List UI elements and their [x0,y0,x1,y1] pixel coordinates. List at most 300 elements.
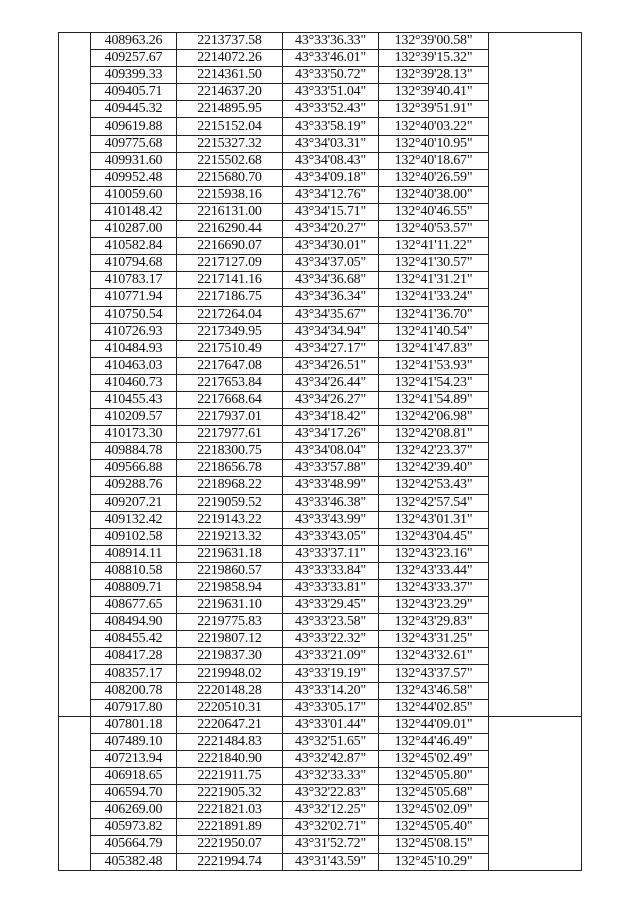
y-coordinate-cell: 2219631.18 [177,545,283,562]
x-coordinate-cell: 409884.78 [91,443,177,460]
y-coordinate-cell: 2221821.03 [177,802,283,819]
latitude-cell: 43°34'26.51" [283,357,379,374]
y-coordinate-cell: 2219631.10 [177,597,283,614]
x-coordinate-cell: 408417.28 [91,648,177,665]
notes-cell [489,562,582,579]
longitude-cell: 132°40'26.59" [379,169,489,186]
latitude-cell: 43°34'35.67" [283,306,379,323]
x-coordinate-cell: 405973.82 [91,819,177,836]
group-label-cell [59,135,91,152]
latitude-cell: 43°32'22.83" [283,785,379,802]
x-coordinate-cell: 408357.17 [91,665,177,682]
notes-cell [489,409,582,426]
table-row [59,682,582,699]
group-label-cell [59,272,91,289]
longitude-cell: 132°43'33.44" [379,562,489,579]
x-coordinate-cell: 410484.93 [91,340,177,357]
y-coordinate-cell: 2219837.30 [177,648,283,665]
table-row [59,391,582,408]
x-coordinate-cell: 410287.00 [91,221,177,238]
table-row [59,562,582,579]
longitude-cell: 132°42'39.40" [379,460,489,477]
y-coordinate-cell: 2219059.52 [177,494,283,511]
group-label-cell [59,785,91,802]
x-coordinate-cell: 409132.42 [91,511,177,528]
group-label-cell [59,50,91,67]
longitude-cell: 132°41'40.54" [379,323,489,340]
table-row [59,289,582,306]
x-coordinate-cell: 406269.00 [91,802,177,819]
latitude-cell: 43°33'37.11" [283,545,379,562]
latitude-cell: 43°33'48.99" [283,477,379,494]
x-coordinate-cell: 409619.88 [91,118,177,135]
x-coordinate-cell: 409952.48 [91,169,177,186]
y-coordinate-cell: 2221891.89 [177,819,283,836]
group-label-cell [59,614,91,631]
notes-cell [489,597,582,614]
longitude-cell: 132°43'32.61" [379,648,489,665]
latitude-cell: 43°34'08.04" [283,443,379,460]
y-coordinate-cell: 2221911.75 [177,768,283,785]
y-coordinate-cell: 2216290.44 [177,221,283,238]
table-row [59,101,582,118]
latitude-cell: 43°32'02.71" [283,819,379,836]
group-label-cell [59,169,91,186]
group-label-cell [59,562,91,579]
longitude-cell: 132°43'33.37" [379,580,489,597]
y-coordinate-cell: 2217141.16 [177,272,283,289]
table-row [59,340,582,357]
group-label-cell [59,84,91,101]
latitude-cell: 43°34'37.05" [283,255,379,272]
y-coordinate-cell: 2219775.83 [177,614,283,631]
latitude-cell: 43°32'51.65" [283,733,379,750]
latitude-cell: 43°33'21.09" [283,648,379,665]
group-label-cell [59,443,91,460]
notes-cell [489,152,582,169]
table-row [59,221,582,238]
x-coordinate-cell: 409257.67 [91,50,177,67]
latitude-cell: 43°34'17.26" [283,426,379,443]
x-coordinate-cell: 410582.84 [91,238,177,255]
table-row [59,135,582,152]
notes-cell [489,648,582,665]
longitude-cell: 132°40'53.57" [379,221,489,238]
notes-cell [489,750,582,767]
table-row [59,169,582,186]
table-row [59,597,582,614]
notes-cell [489,494,582,511]
longitude-cell: 132°45'02.49" [379,750,489,767]
x-coordinate-cell: 410783.17 [91,272,177,289]
y-coordinate-cell: 2214637.20 [177,84,283,101]
group-label-cell [59,477,91,494]
y-coordinate-cell: 2215502.68 [177,152,283,169]
group-label-cell [59,699,91,716]
longitude-cell: 132°42'57.54" [379,494,489,511]
table-row [59,802,582,819]
notes-cell [489,528,582,545]
latitude-cell: 43°34'26.27" [283,391,379,408]
y-coordinate-cell: 2217977.61 [177,426,283,443]
longitude-cell: 132°42'06.98" [379,409,489,426]
y-coordinate-cell: 2216131.00 [177,203,283,220]
table-row [59,545,582,562]
table-row [59,426,582,443]
latitude-cell: 43°33'23.58" [283,614,379,631]
latitude-cell: 43°33'22.32" [283,631,379,648]
longitude-cell: 132°39'40.41" [379,84,489,101]
y-coordinate-cell: 2217937.01 [177,409,283,426]
table-row [59,152,582,169]
table-row [59,33,582,50]
notes-cell [489,768,582,785]
group-label-cell [59,665,91,682]
y-coordinate-cell: 2221905.32 [177,785,283,802]
longitude-cell: 132°41'11.22" [379,238,489,255]
x-coordinate-cell: 407213.94 [91,750,177,767]
table-row [59,716,582,733]
longitude-cell: 132°43'04.45" [379,528,489,545]
y-coordinate-cell: 2217264.04 [177,306,283,323]
longitude-cell: 132°43'01.31" [379,511,489,528]
group-label-cell [59,836,91,853]
longitude-cell: 132°45'05.68" [379,785,489,802]
y-coordinate-cell: 2219143.22 [177,511,283,528]
longitude-cell: 132°43'23.16" [379,545,489,562]
y-coordinate-cell: 2216690.07 [177,238,283,255]
group-label-cell [59,374,91,391]
x-coordinate-cell: 407801.18 [91,716,177,733]
group-label-cell [59,186,91,203]
table-row [59,631,582,648]
group-label-cell [59,597,91,614]
group-label-cell [59,340,91,357]
group-label-cell [59,511,91,528]
group-label-cell [59,391,91,408]
latitude-cell: 43°33'46.38" [283,494,379,511]
y-coordinate-cell: 2218968.22 [177,477,283,494]
coordinates-table [58,32,582,871]
group-label-cell [59,853,91,870]
notes-cell [489,545,582,562]
y-coordinate-cell: 2219807.12 [177,631,283,648]
x-coordinate-cell: 409445.32 [91,101,177,118]
y-coordinate-cell: 2217510.49 [177,340,283,357]
latitude-cell: 43°32'42.87" [283,750,379,767]
coordinates-table-body [59,33,582,871]
latitude-cell: 43°33'50.72" [283,67,379,84]
latitude-cell: 43°33'57.88" [283,460,379,477]
latitude-cell: 43°34'03.31" [283,135,379,152]
longitude-cell: 132°40'46.55" [379,203,489,220]
x-coordinate-cell: 410794.68 [91,255,177,272]
longitude-cell: 132°39'51.91" [379,101,489,118]
table-row [59,357,582,374]
longitude-cell: 132°43'31.25" [379,631,489,648]
x-coordinate-cell: 410059.60 [91,186,177,203]
latitude-cell: 43°33'29.45" [283,597,379,614]
table-row [59,255,582,272]
longitude-cell: 132°40'10.95" [379,135,489,152]
x-coordinate-cell: 408494.90 [91,614,177,631]
notes-cell [489,340,582,357]
notes-cell [489,118,582,135]
x-coordinate-cell: 407917.80 [91,699,177,716]
group-label-cell [59,580,91,597]
x-coordinate-cell: 406594.70 [91,785,177,802]
latitude-cell: 43°33'43.05" [283,528,379,545]
x-coordinate-cell: 410771.94 [91,289,177,306]
y-coordinate-cell: 2221840.90 [177,750,283,767]
notes-cell [489,323,582,340]
y-coordinate-cell: 2219860.57 [177,562,283,579]
latitude-cell: 43°34'36.68" [283,272,379,289]
notes-cell [489,836,582,853]
y-coordinate-cell: 2214361.50 [177,67,283,84]
notes-cell [489,135,582,152]
y-coordinate-cell: 2220647.21 [177,716,283,733]
latitude-cell: 43°32'33.33" [283,768,379,785]
notes-cell [489,221,582,238]
table-row [59,203,582,220]
table-row [59,67,582,84]
table-row [59,528,582,545]
x-coordinate-cell: 408914.11 [91,545,177,562]
y-coordinate-cell: 2219948.02 [177,665,283,682]
longitude-cell: 132°41'54.89" [379,391,489,408]
notes-cell [489,391,582,408]
longitude-cell: 132°45'05.80" [379,768,489,785]
notes-cell [489,33,582,50]
longitude-cell: 132°44'02.85" [379,699,489,716]
latitude-cell: 43°34'27.17" [283,340,379,357]
group-label-cell [59,152,91,169]
x-coordinate-cell: 410173.30 [91,426,177,443]
longitude-cell: 132°41'36.70" [379,306,489,323]
table-row [59,785,582,802]
table-row [59,648,582,665]
notes-cell [489,819,582,836]
notes-cell [489,665,582,682]
notes-cell [489,733,582,750]
group-label-cell [59,33,91,50]
x-coordinate-cell: 410463.03 [91,357,177,374]
notes-cell [489,272,582,289]
group-label-cell [59,101,91,118]
x-coordinate-cell: 410750.54 [91,306,177,323]
table-row [59,118,582,135]
table-row [59,511,582,528]
group-label-cell [59,409,91,426]
notes-cell [489,101,582,118]
longitude-cell: 132°45'05.40" [379,819,489,836]
longitude-cell: 132°41'31.21" [379,272,489,289]
latitude-cell: 43°33'43.99" [283,511,379,528]
x-coordinate-cell: 409931.60 [91,152,177,169]
table-row [59,374,582,391]
table-row [59,494,582,511]
table-row [59,733,582,750]
group-label-cell [59,67,91,84]
notes-cell [489,460,582,477]
latitude-cell: 43°31'43.59" [283,853,379,870]
notes-cell [489,580,582,597]
notes-cell [489,443,582,460]
x-coordinate-cell: 410455.43 [91,391,177,408]
table-row [59,409,582,426]
x-coordinate-cell: 409207.21 [91,494,177,511]
latitude-cell: 43°33'33.84" [283,562,379,579]
y-coordinate-cell: 2217186.75 [177,289,283,306]
notes-cell [489,84,582,101]
table-row [59,580,582,597]
latitude-cell: 43°34'34.94" [283,323,379,340]
notes-cell [489,631,582,648]
latitude-cell: 43°34'08.43" [283,152,379,169]
longitude-cell: 132°43'23.29" [379,597,489,614]
notes-cell [489,699,582,716]
longitude-cell: 132°41'33.24" [379,289,489,306]
notes-cell [489,289,582,306]
latitude-cell: 43°33'14.20" [283,682,379,699]
longitude-cell: 132°42'23.37" [379,443,489,460]
notes-cell [489,50,582,67]
group-label-cell [59,238,91,255]
table-row [59,186,582,203]
table-row [59,323,582,340]
x-coordinate-cell: 409775.68 [91,135,177,152]
latitude-cell: 43°33'33.81" [283,580,379,597]
latitude-cell: 43°33'51.04" [283,84,379,101]
x-coordinate-cell: 408810.58 [91,562,177,579]
longitude-cell: 132°45'02.09" [379,802,489,819]
notes-cell [489,374,582,391]
group-label-cell [59,357,91,374]
group-label-cell [59,289,91,306]
y-coordinate-cell: 2217647.08 [177,357,283,374]
longitude-cell: 132°41'30.57" [379,255,489,272]
x-coordinate-cell: 408455.42 [91,631,177,648]
longitude-cell: 132°42'08.81" [379,426,489,443]
latitude-cell: 43°34'09.18" [283,169,379,186]
y-coordinate-cell: 2221950.07 [177,836,283,853]
notes-cell [489,306,582,323]
group-label-cell [59,648,91,665]
y-coordinate-cell: 2221484.83 [177,733,283,750]
group-label-cell [59,494,91,511]
table-row [59,836,582,853]
latitude-cell: 43°33'36.33" [283,33,379,50]
y-coordinate-cell: 2220148.28 [177,682,283,699]
notes-cell [489,511,582,528]
x-coordinate-cell: 405664.79 [91,836,177,853]
x-coordinate-cell: 406918.65 [91,768,177,785]
group-label-cell [59,528,91,545]
notes-cell [489,186,582,203]
y-coordinate-cell: 2214895.95 [177,101,283,118]
latitude-cell: 43°34'30.01" [283,238,379,255]
table-row [59,272,582,289]
longitude-cell: 132°45'08.15" [379,836,489,853]
y-coordinate-cell: 2219858.94 [177,580,283,597]
y-coordinate-cell: 2215938.16 [177,186,283,203]
latitude-cell: 43°31'52.72" [283,836,379,853]
group-label-cell [59,802,91,819]
table-row [59,853,582,870]
x-coordinate-cell: 410726.93 [91,323,177,340]
x-coordinate-cell: 407489.10 [91,733,177,750]
latitude-cell: 43°34'36.34" [283,289,379,306]
notes-cell [489,477,582,494]
longitude-cell: 132°44'46.49" [379,733,489,750]
group-label-cell [59,750,91,767]
x-coordinate-cell: 409405.71 [91,84,177,101]
latitude-cell: 43°33'01.44" [283,716,379,733]
y-coordinate-cell: 2217127.09 [177,255,283,272]
latitude-cell: 43°32'12.25" [283,802,379,819]
table-row [59,238,582,255]
longitude-cell: 132°39'00.58" [379,33,489,50]
notes-cell [489,785,582,802]
x-coordinate-cell: 409399.33 [91,67,177,84]
table-row [59,699,582,716]
group-label-cell [59,306,91,323]
group-label-cell [59,426,91,443]
longitude-cell: 132°45'10.29" [379,853,489,870]
x-coordinate-cell: 410460.73 [91,374,177,391]
y-coordinate-cell: 2219213.32 [177,528,283,545]
group-label-cell [59,323,91,340]
longitude-cell: 132°43'46.58" [379,682,489,699]
x-coordinate-cell: 408963.26 [91,33,177,50]
table-row [59,84,582,101]
group-label-cell [59,819,91,836]
y-coordinate-cell: 2215152.04 [177,118,283,135]
table-row [59,750,582,767]
table-row [59,443,582,460]
x-coordinate-cell: 410209.57 [91,409,177,426]
group-label-cell [59,631,91,648]
notes-cell [489,426,582,443]
latitude-cell: 43°34'15.71" [283,203,379,220]
latitude-cell: 43°33'58.19" [283,118,379,135]
table-row [59,768,582,785]
x-coordinate-cell: 409288.76 [91,477,177,494]
table-row [59,477,582,494]
x-coordinate-cell: 408809.71 [91,580,177,597]
group-label-cell [59,545,91,562]
notes-cell [489,357,582,374]
latitude-cell: 43°34'26.44" [283,374,379,391]
longitude-cell: 132°40'18.67" [379,152,489,169]
longitude-cell: 132°42'53.43" [379,477,489,494]
group-label-cell [59,733,91,750]
y-coordinate-cell: 2215327.32 [177,135,283,152]
table-row [59,819,582,836]
longitude-cell: 132°41'47.83" [379,340,489,357]
table-row [59,460,582,477]
group-label-cell [59,682,91,699]
notes-cell [489,203,582,220]
notes-cell [489,853,582,870]
y-coordinate-cell: 2220510.31 [177,699,283,716]
group-label-cell [59,716,91,733]
latitude-cell: 43°33'46.01" [283,50,379,67]
y-coordinate-cell: 2217653.84 [177,374,283,391]
y-coordinate-cell: 2215680.70 [177,169,283,186]
notes-cell [489,169,582,186]
